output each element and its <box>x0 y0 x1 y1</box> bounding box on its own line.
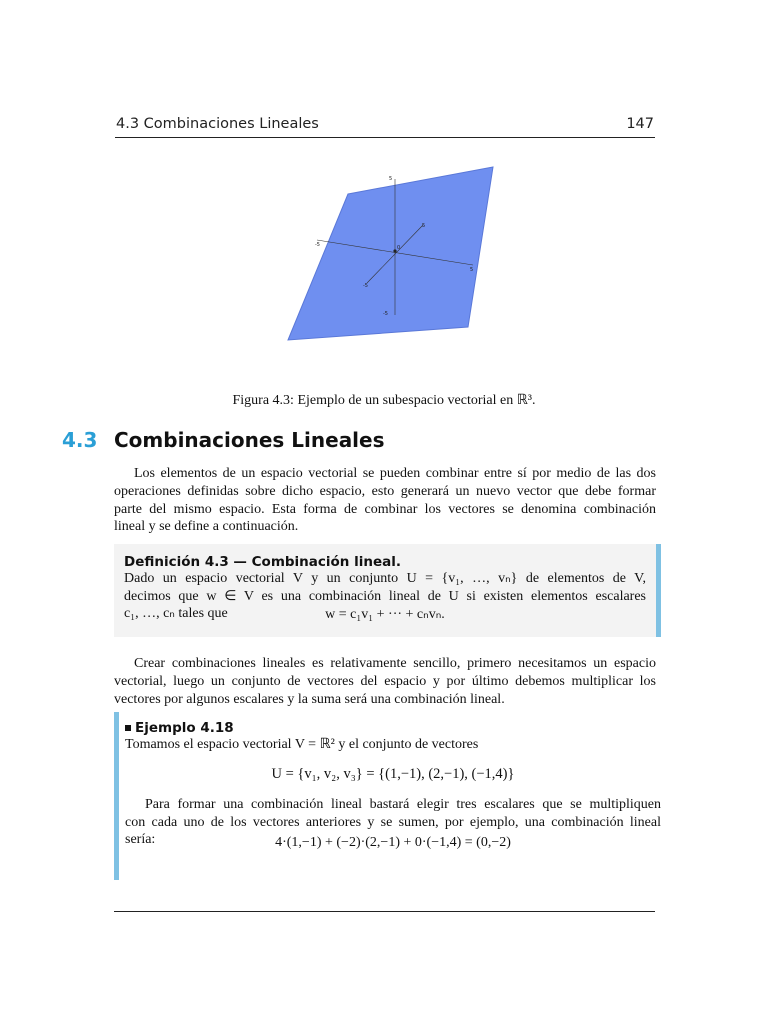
tick-label: -5 <box>383 311 388 317</box>
example-result-formula: 4·(1,−1) + (−2)·(2,−1) + 0·(−1,4) = (0,−2) <box>275 834 511 850</box>
definition-line: Dado un espacio vectorial V y un conjunto U = {v₁, …, vₙ} de elementos de V, <box>124 571 646 586</box>
header-section-title: 4.3 Combinaciones Lineales <box>116 116 319 132</box>
tick-label: -5 <box>363 283 368 289</box>
example-line: con cada uno de los vectores anteriores y se sumen, por ejemplo, una combinación lineal <box>125 814 661 830</box>
paragraph-line: Los elementos de un espacio vectorial se pueden combinar entre sí por medio de las dos <box>134 466 656 481</box>
paragraph-line: Crear combinaciones lineales es relativamente sencillo, primero necesitamos un espacio <box>134 656 656 671</box>
example-title-row <box>125 720 661 736</box>
running-header <box>115 115 655 138</box>
example-line: sería: <box>125 832 156 848</box>
section-heading <box>62 428 385 452</box>
tick-label: -5 <box>315 242 320 248</box>
section-title: Combinaciones Lineales <box>114 428 385 452</box>
definition-line: c₁, …, cₙ tales que <box>124 606 228 622</box>
subspace-figure <box>285 165 500 345</box>
definition-formula: w = c₁v₁ + ··· + cₙvₙ. <box>325 606 445 622</box>
plane-plot <box>285 165 500 345</box>
tick-label: 5 <box>389 176 393 182</box>
figure-caption: Figura 4.3: Ejemplo de un subespacio vectorial en ℝ³. <box>232 393 536 408</box>
example-box <box>114 712 661 880</box>
section-number: 4.3 <box>62 428 98 452</box>
example-set-formula: U = {v₁, v₂, v₃} = {(1,−1), (2,−1), (−1,4)} <box>271 765 515 782</box>
square-bullet-icon <box>125 725 131 731</box>
definition-title: Definición 4.3 — Combinación lineal. <box>124 554 402 570</box>
paragraph-line: operaciones definidas sobre dicho espacio, esto generará un nuevo vector que debe formar <box>114 483 656 499</box>
page-number: 147 <box>626 116 654 132</box>
paragraph-line: parte del mismo espacio. Esta forma de combinar los vectores se denomina combinación <box>114 501 656 517</box>
paragraph-line: vectores por algunos escalares y la suma será una combinación lineal. <box>114 691 505 707</box>
plane-surface <box>288 167 493 340</box>
tick-label: 5 <box>422 223 426 229</box>
example-title: Ejemplo 4.18 <box>135 720 234 736</box>
second-paragraph <box>114 655 656 708</box>
definition-line: decimos que w ∈ V es una combinación lineal de U si existen elementos escalares <box>124 588 646 604</box>
paragraph-line: lineal y se define a continuación. <box>114 519 299 535</box>
example-line: Para formar una combinación lineal bastará elegir tres escalares que se multipliquen <box>145 797 661 813</box>
tick-label: 5 <box>470 267 474 273</box>
intro-paragraph <box>114 465 656 536</box>
definition-box <box>114 544 661 637</box>
example-line: Tomamos el espacio vectorial V = ℝ² y el conjunto de vectores <box>125 737 479 752</box>
paragraph-line: vectorial, luego un conjunto de vectores del espacio y por último debemos multiplicar los <box>114 673 656 689</box>
tick-label: 0 <box>397 245 401 251</box>
bottom-rule <box>114 911 655 912</box>
